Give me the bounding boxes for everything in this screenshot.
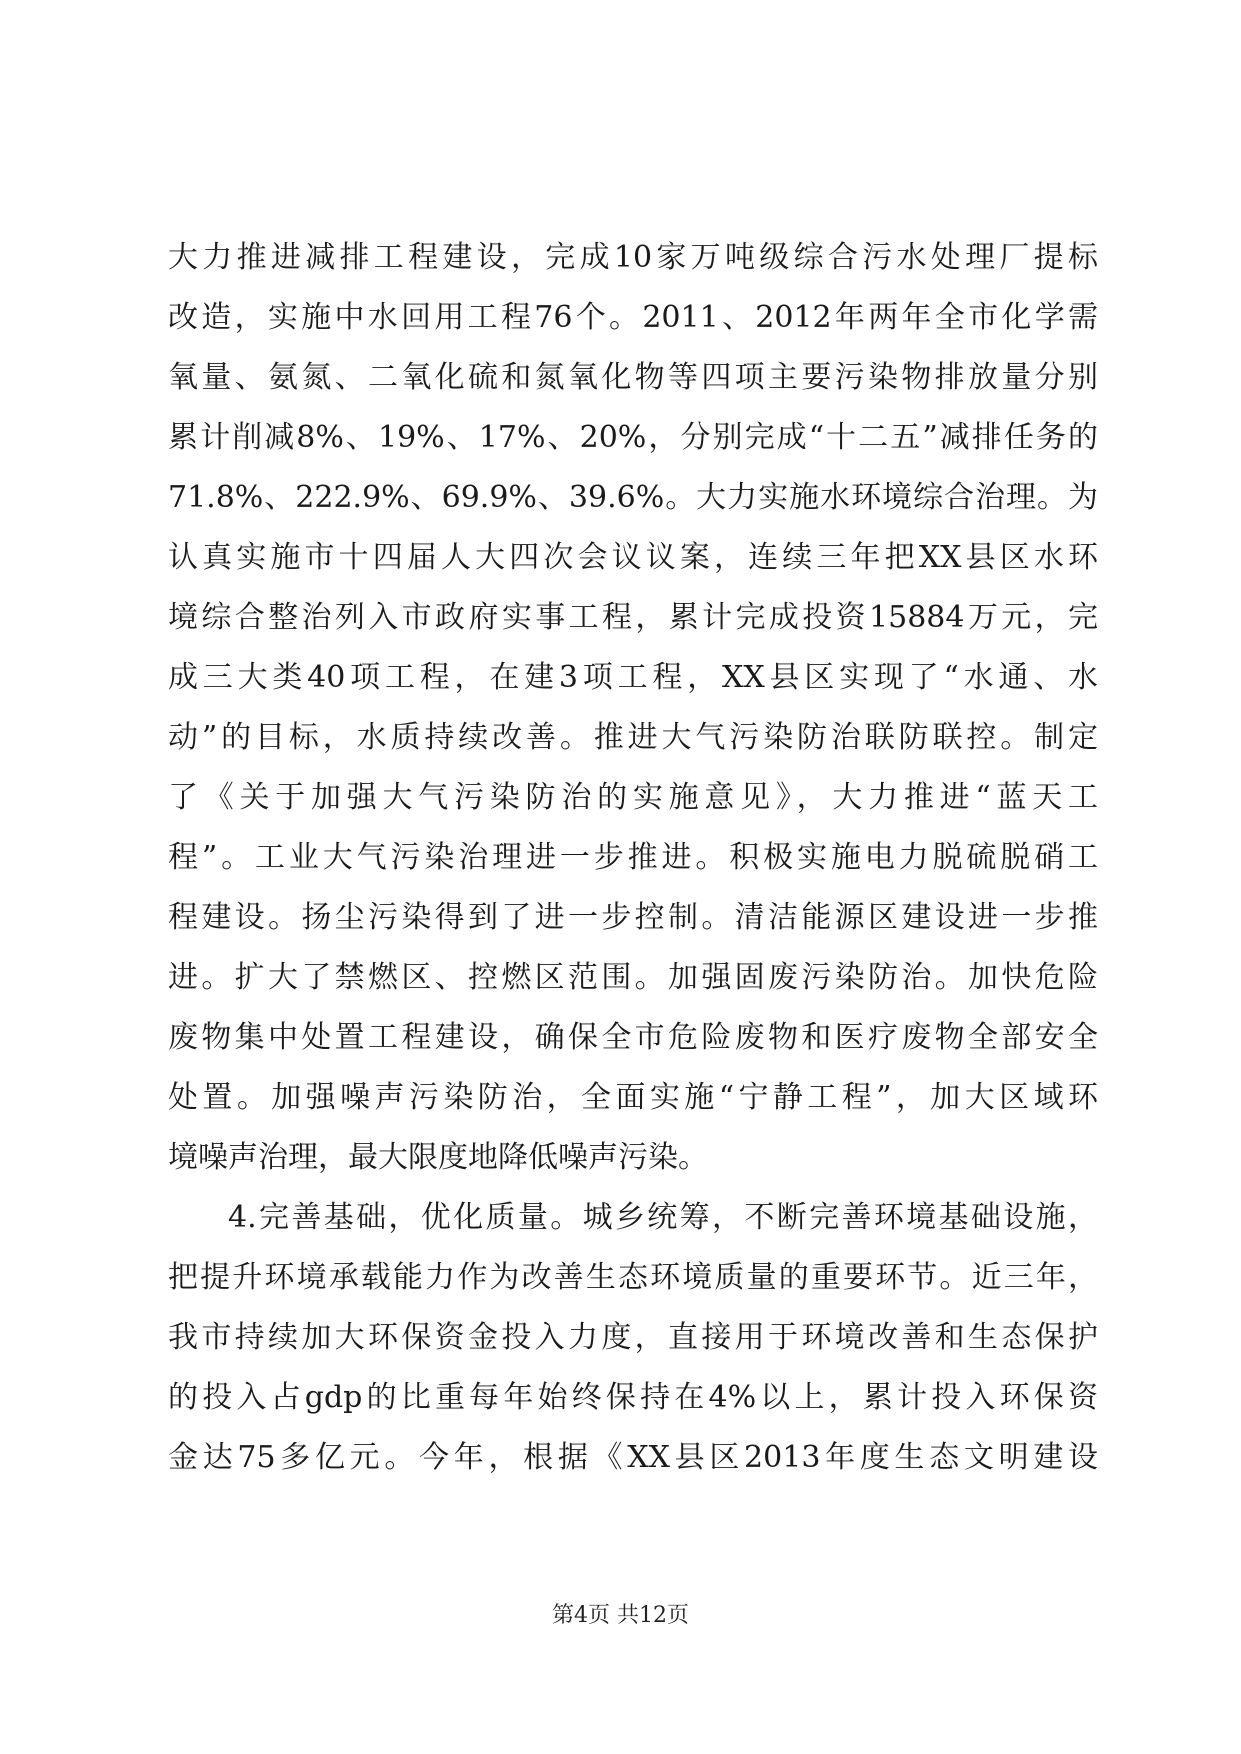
page-number-footer: 第4页 共12页: [552, 1603, 689, 1628]
text-line: 境噪声治理，最大限度地降低噪声污染。: [168, 1140, 708, 1175]
text-line: 累计削减8%、19%、17%、20%，分别完成“十二五”减排任务的: [168, 420, 1098, 455]
text-line: 认真实施市十四届人大四次会议议案，连续三年把XX县区水环: [168, 540, 1098, 575]
text-line: 成三大类40项工程，在建3项工程，XX县区实现了“水通、水: [168, 660, 1098, 695]
text-line: 进。扩大了禁燃区、控燃区范围。加强固废污染防治。加快危险: [168, 960, 1098, 995]
text-line: 我市持续加大环保资金投入力度，直接用于环境改善和生态保护: [168, 1320, 1098, 1355]
text-line: 改造，实施中水回用工程76个。2011、2012年两年全市化学需: [168, 300, 1098, 335]
text-line: 金达75多亿元。今年，根据《XX县区2013年度生态文明建设: [168, 1440, 1098, 1475]
text-line: 的投入占gdp的比重每年始终保持在4%以上，累计投入环保资: [168, 1380, 1098, 1415]
text-line: 程”。工业大气污染治理进一步推进。积极实施电力脱硫脱硝工: [168, 840, 1098, 875]
text-line: 4.完善基础，优化质量。城乡统筹，不断完善环境基础设施，: [228, 1200, 1098, 1235]
text-line: 71.8%、222.9%、69.9%、39.6%。大力实施水环境综合治理。为: [168, 480, 1098, 515]
text-line: 大力推进减排工程建设，完成10家万吨级综合污水处理厂提标: [168, 240, 1098, 275]
text-line: 程建设。扬尘污染得到了进一步控制。清洁能源区建设进一步推: [168, 900, 1098, 935]
text-line: 处置。加强噪声污染防治，全面实施“宁静工程”，加大区域环: [168, 1080, 1098, 1115]
paragraph-2: [168, 1188, 1098, 1488]
text-line: 境综合整治列入市政府实事工程，累计完成投资15884万元，完: [168, 600, 1098, 635]
text-line: 把提升环境承载能力作为改善生态环境质量的重要环节。近三年，: [168, 1260, 1098, 1295]
text-line: 氧量、氨氮、二氧化硫和氮氧化物等四项主要污染物排放量分别: [168, 360, 1098, 395]
text-line: 废物集中处置工程建设，确保全市危险废物和医疗废物全部安全: [168, 1020, 1098, 1055]
paragraph-1: [168, 228, 1098, 1188]
body-text: [168, 228, 1098, 1488]
text-line: 了《关于加强大气污染防治的实施意见》，大力推进“蓝天工: [168, 780, 1098, 815]
text-line: 动”的目标，水质持续改善。推进大气污染防治联防联控。制定: [168, 720, 1098, 755]
